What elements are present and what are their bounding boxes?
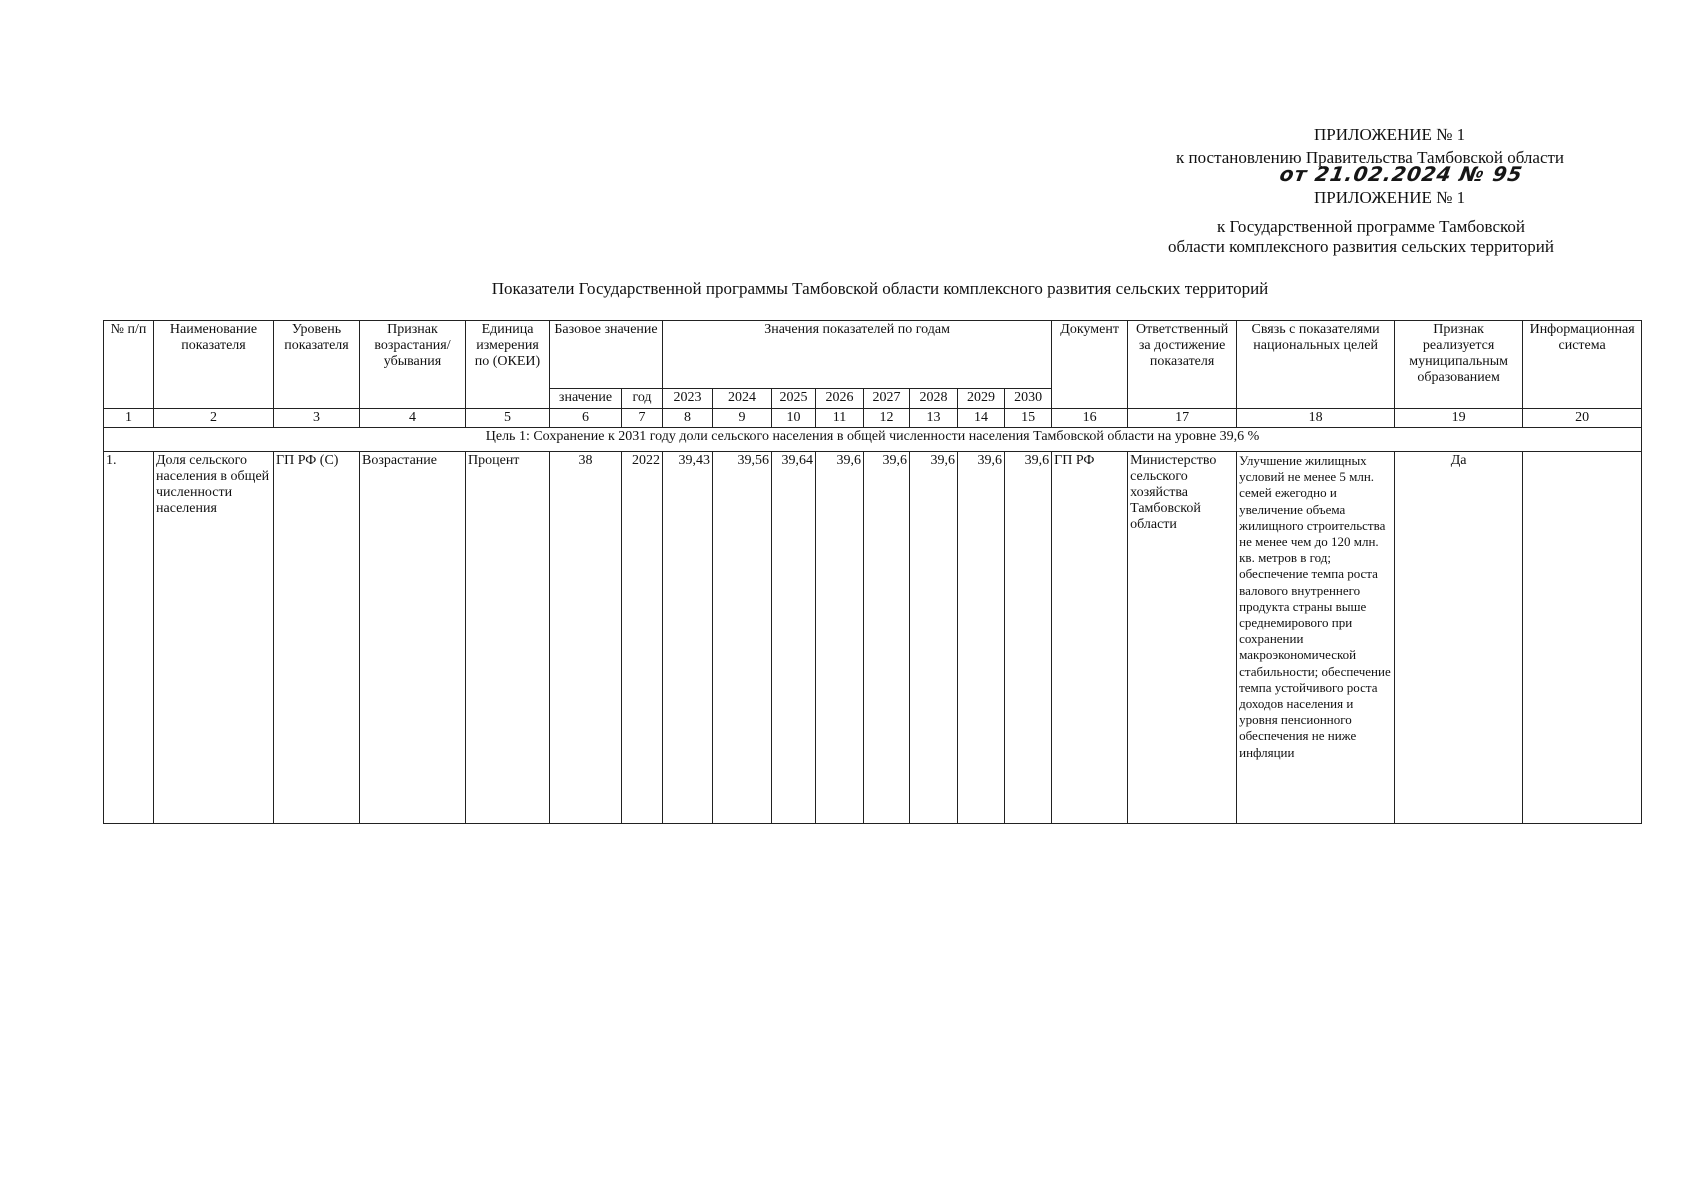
program-line-2: области комплексного развития сельских территорий [1168,237,1554,256]
row-document: ГП РФ [1052,452,1128,824]
row-national-goals-link: Улучшение жилищных условий не менее 5 млн. семей ежегодно и увеличение объема жилищного строительства не менее чем до 120 млн. кв. метров в год; обеспечение темпа роста валового внутреннего продукта страны выше среднемирового при сохранении макроэкономической стабильности; обеспечение темпа устойчивого роста доходов населения и уровня пенсионного обеспечения не ниже инфляции [1237,452,1395,824]
row-value-2025: 39,64 [772,452,816,824]
row-value-2026: 39,6 [816,452,864,824]
row-num: 1. [104,452,154,824]
header-responsible: Ответственный за достижение показателя [1128,321,1237,409]
row-trend: Возрастание [360,452,466,824]
row-value-2024: 39,56 [713,452,772,824]
header-year: 2023 [663,389,713,409]
table-title: Показатели Государственной программы Тамбовской области комплексного развития сельских территорий [491,279,1269,298]
row-value-2030: 39,6 [1005,452,1052,824]
column-number: 7 [622,409,663,428]
appendix-label-2: ПРИЛОЖЕНИЕ № 1 [1314,188,1466,207]
appendix-label-1: ПРИЛОЖЕНИЕ № 1 [1314,125,1466,144]
row-value-2028: 39,6 [910,452,958,824]
row-municipal: Да [1395,452,1523,824]
row-responsible: Министерство сельского хозяйства Тамбовской области [1128,452,1237,824]
row-name: Доля сельского населения в общей численности населения [154,452,274,824]
row-value-2029: 39,6 [958,452,1005,824]
column-number: 8 [663,409,713,428]
column-number: 15 [1005,409,1052,428]
header-year: 2029 [958,389,1005,409]
column-number: 2 [154,409,274,428]
row-level: ГП РФ (С) [274,452,360,824]
column-number-row [104,409,1642,428]
header-trend: Признак возрастания/ убывания [360,321,466,409]
column-number: 20 [1523,409,1642,428]
header-year: 2024 [713,389,772,409]
header-row [104,321,1642,389]
header-unit: Единица измерения по (ОКЕИ) [466,321,550,409]
row-base-value: 38 [550,452,622,824]
column-number: 1 [104,409,154,428]
header-level: Уровень показателя [274,321,360,409]
column-number: 12 [864,409,910,428]
row-base-year: 2022 [622,452,663,824]
header-name: Наименование показателя [154,321,274,409]
header-year: 2027 [864,389,910,409]
row-value-2023: 39,43 [663,452,713,824]
header-municipal: Признак реализуется муниципальным образованием [1395,321,1523,409]
row-value-2027: 39,6 [864,452,910,824]
row-unit: Процент [466,452,550,824]
header-num: № п/п [104,321,154,409]
column-number: 3 [274,409,360,428]
column-number: 13 [910,409,958,428]
resolution-line: к постановлению Правительства Тамбовской области [1176,148,1565,167]
column-number: 14 [958,409,1005,428]
header-year: 2025 [772,389,816,409]
header-base: Базовое значение [550,321,663,389]
table-row [104,452,1642,824]
handwritten-date-number: от 21.02.2024 № 95 [1277,162,1525,186]
column-number: 4 [360,409,466,428]
header-year: 2030 [1005,389,1052,409]
column-number: 6 [550,409,622,428]
program-line-1: к Государственной программе Тамбовской [1217,217,1526,236]
column-number: 5 [466,409,550,428]
header-document: Документ [1052,321,1128,409]
column-number: 18 [1237,409,1395,428]
header-year: 2028 [910,389,958,409]
header-year: 2026 [816,389,864,409]
header-base-year: год [622,389,663,409]
header-base-value: значение [550,389,622,409]
column-number: 19 [1395,409,1523,428]
column-number: 11 [816,409,864,428]
column-number: 16 [1052,409,1128,428]
column-number: 17 [1128,409,1237,428]
row-infosystem [1523,452,1642,824]
indicators-table [103,320,1642,824]
goal-text: Цель 1: Сохранение к 2031 году доли сельского населения в общей численности населения Тамбовской области на уровне 39,6 % [104,428,1642,452]
header-infosystem: Информационная система [1523,321,1642,409]
goal-row [104,428,1642,452]
header-link: Связь с показателями национальных целей [1237,321,1395,409]
column-number: 10 [772,409,816,428]
header-years-group: Значения показателей по годам [663,321,1052,389]
column-number: 9 [713,409,772,428]
